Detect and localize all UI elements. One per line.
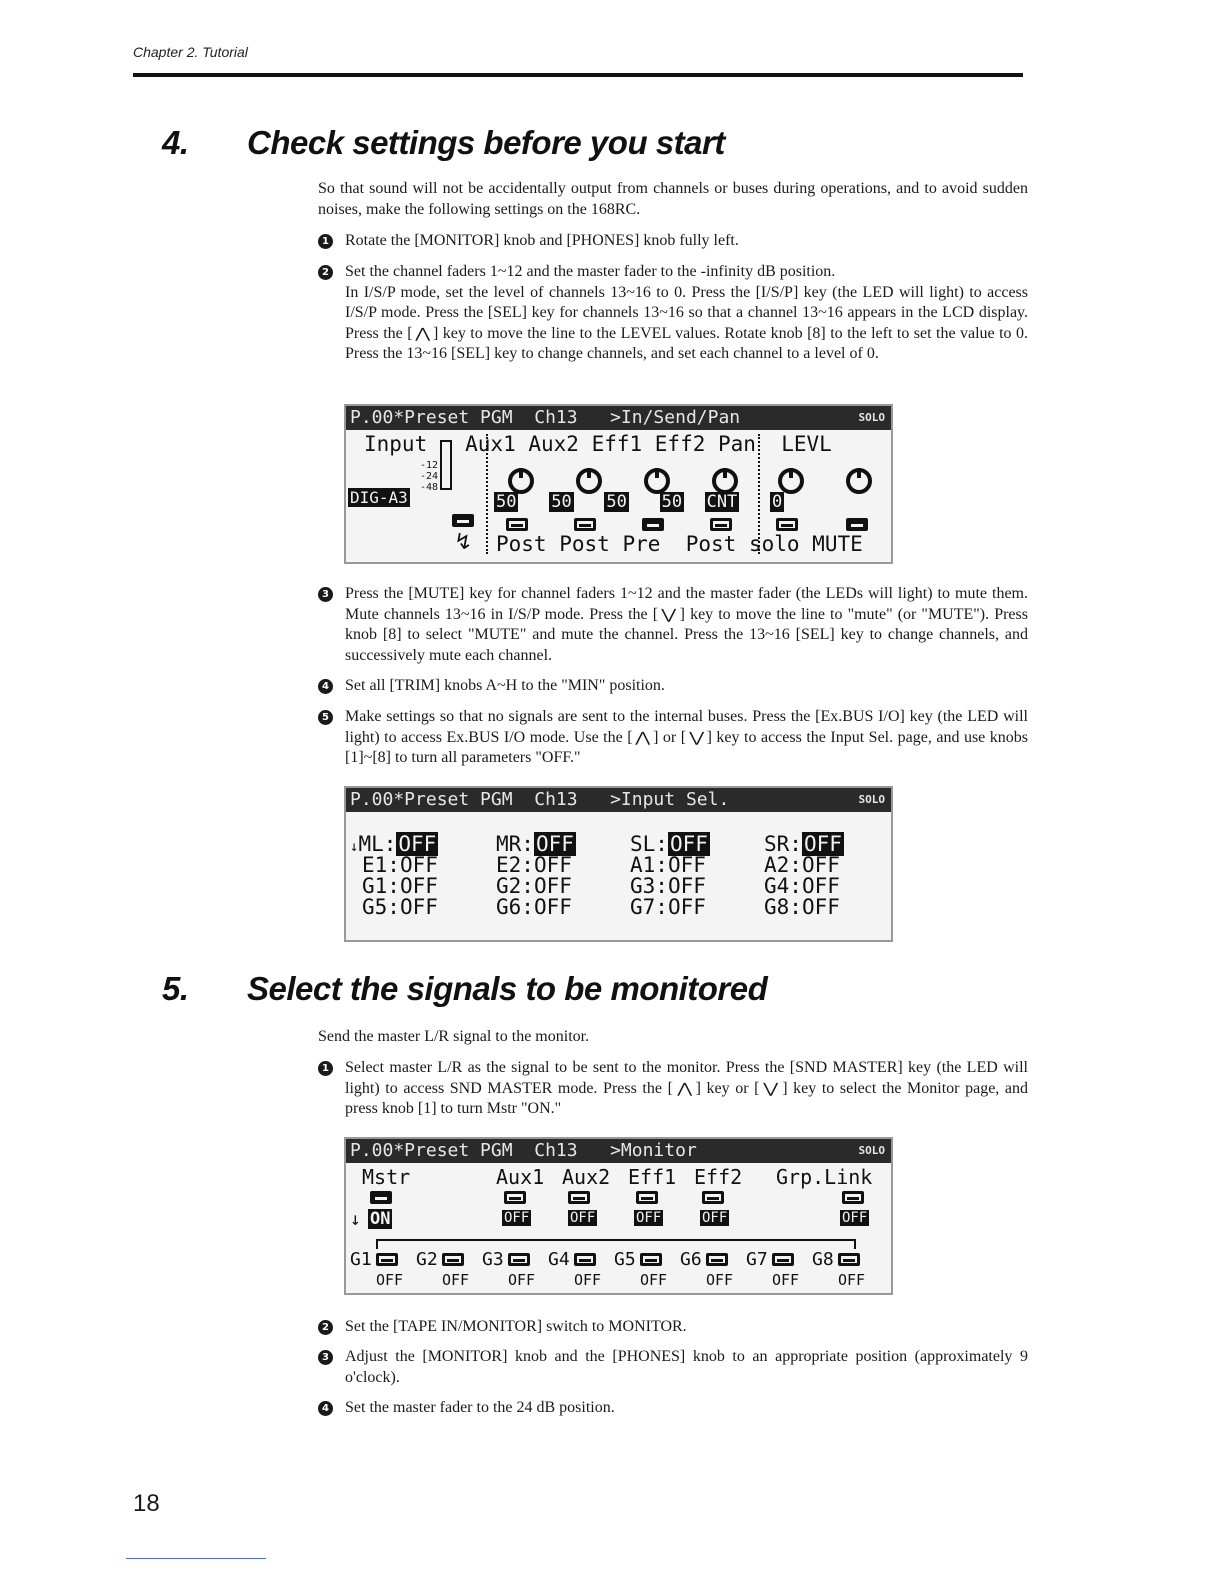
mstr-state: ON <box>370 1209 391 1229</box>
step-number-badge: 2 <box>318 265 333 280</box>
grp-link-state: OFF <box>842 1210 868 1226</box>
eff2-knob-icon <box>712 468 738 494</box>
up-arrow-icon: ⋀ <box>676 1080 692 1097</box>
down-arrow-icon: ⋁ <box>688 729 704 746</box>
group-label: G3 <box>482 1249 504 1270</box>
group-switch-icon <box>772 1253 794 1266</box>
eff1-knob-icon <box>644 468 670 494</box>
step-text: Press the [MUTE] key for channel faders 1~12 and the master fader (the LEDs will light) to mute them. Mute channels 13~16 in I/S/P mode. Press the [ ⋁ ] key to move the line to "mute" (or "MUTE"). Press knob [8] to select "MUTE" and mute the channel. Press the 13~16 [SEL] key to change channels, and successively mute each channel. <box>345 585 1028 664</box>
down-arrow-icon: ⋁ <box>763 1080 779 1097</box>
solo-indicator: SOLO <box>858 793 885 806</box>
step-4-2 <box>318 262 1028 365</box>
step-number-badge: 4 <box>318 1401 333 1416</box>
step-text: Set the [TAPE IN/MONITOR] switch to MONITOR. <box>345 1318 687 1335</box>
monitor-label-aux1: Aux1 <box>496 1165 545 1189</box>
step-text: Make settings so that no signals are sent to the internal buses. Press the [Ex.BUS I/O] key (the LED will light) to access Ex.BUS I/O mode. Use the [ ⋀ ] or [ ⋁ ] key to access the Input Sel. page, and use knobs [1]~[8] to turn all parameters "OFF." <box>345 708 1029 766</box>
level-meter-icon <box>440 440 452 490</box>
step-number-badge: 3 <box>318 587 333 602</box>
group-switch-icon <box>574 1253 596 1266</box>
section-4-number: 4. <box>162 124 189 161</box>
pan-switch-icon <box>776 518 798 531</box>
step-text: Set the master fader to the 24 dB position. <box>345 1399 615 1416</box>
step-number-badge: 1 <box>318 1061 333 1076</box>
step-number-badge: 2 <box>318 1320 333 1335</box>
step-5-2 <box>318 1317 1028 1338</box>
lcd-title-bar: P.00*Preset PGM Ch13 >In/Send/Pan SOLO <box>346 406 891 430</box>
group-label: G4 <box>548 1249 570 1270</box>
group-switch-icon <box>640 1253 662 1266</box>
input-sel-cell: MR:OFF <box>496 832 574 856</box>
eff1-switch-icon <box>636 1191 658 1204</box>
step-5-3 <box>318 1347 1028 1388</box>
eff1-state: OFF <box>636 1210 662 1226</box>
eff2-state: OFF <box>702 1210 728 1226</box>
group-state: OFF <box>772 1271 800 1289</box>
monitor-label-aux2: Aux2 <box>562 1165 611 1189</box>
aux1-knob-icon <box>508 468 534 494</box>
section-5-intro: Send the master L/R signal to the monitor. <box>318 1028 590 1045</box>
monitor-label-grp-link: Grp.Link <box>776 1165 873 1189</box>
step-number-badge: 1 <box>318 234 333 249</box>
aux2-knob-icon <box>576 468 602 494</box>
solo-indicator: SOLO <box>858 411 885 424</box>
input-sel-cell: G4:OFF <box>764 874 840 898</box>
input-sel-cell: A1:OFF <box>630 853 706 877</box>
cursor-arrow-icon: ↓ <box>350 839 359 855</box>
grp-link-switch-icon <box>842 1191 864 1204</box>
lcd-monitor <box>344 1137 893 1295</box>
group-switch-icon <box>706 1253 728 1266</box>
group-state: OFF <box>838 1271 866 1289</box>
aux2-switch-icon <box>574 518 596 531</box>
input-sel-cell: ↓ML:OFF <box>350 832 437 856</box>
group-switch-icon <box>838 1253 860 1266</box>
group-label: G2 <box>416 1249 438 1270</box>
group-state: OFF <box>706 1271 734 1289</box>
level-switch-icon <box>846 518 868 531</box>
input-select-value: DIG-A3 <box>350 488 408 507</box>
group-label: G5 <box>614 1249 636 1270</box>
input-sel-cell: SR:OFF <box>764 832 842 856</box>
step-number-badge: 5 <box>318 710 333 725</box>
mstr-switch-icon <box>370 1191 392 1204</box>
step-text: Adjust the [MONITOR] knob and the [PHONES] knob to an appropriate position (approximately 9 o'clock). <box>345 1348 1028 1386</box>
footer-link-line <box>126 1558 266 1559</box>
lcd-title-bar: P.00*Preset PGM Ch13 >Input Sel. SOLO <box>346 788 891 812</box>
eff2-switch-icon <box>710 518 732 531</box>
step-line: In I/S/P mode, set the level of channels 13~16 to 0. Press the [I/S/P] key (the LED will light) to access I/S/P mode. Press the [SEL] key for channels 13~16 so that a channel 13~16 appears in the LCD display. Press the [ ⋀ ] key to move the line to the LEVEL values. Rotate knob [8] to the left to set the value to 0. Press the 13~16 [SEL] key to change channels, and set each channel to a level of 0. <box>345 283 1029 362</box>
group-label: G8 <box>812 1249 834 1270</box>
input-sel-cell: G3:OFF <box>630 874 706 898</box>
aux1-switch-icon <box>504 1191 526 1204</box>
step-number-badge: 3 <box>318 1350 333 1365</box>
group-label: G7 <box>746 1249 768 1270</box>
lcd-value-row: 50 50 50 50 CNT 0 <box>496 492 783 512</box>
step-4-5 <box>318 707 1028 769</box>
input-sel-cell: E2:OFF <box>496 853 572 877</box>
group-state: OFF <box>442 1271 470 1289</box>
group-switch-icon <box>376 1253 398 1266</box>
aux2-switch-icon <box>568 1191 590 1204</box>
monitor-label-eff1: Eff1 <box>628 1165 677 1189</box>
up-arrow-icon: ⋀ <box>415 325 431 342</box>
step-text <box>345 262 1028 365</box>
input-sel-cell: E1:OFF <box>362 853 438 877</box>
input-sel-cell: G1:OFF <box>362 874 438 898</box>
chapter-header: Chapter 2. Tutorial <box>133 44 248 60</box>
step-4-4 <box>318 676 1028 697</box>
section-4-title: Check settings before you start <box>247 124 725 161</box>
meter-scale: -12 -24 -48 <box>419 460 438 493</box>
group-state: OFF <box>574 1271 602 1289</box>
input-sel-cell: A2:OFF <box>764 853 840 877</box>
monitor-label-mstr: Mstr <box>362 1165 411 1189</box>
input-switch-icon <box>452 514 474 527</box>
group-switch-icon <box>442 1253 464 1266</box>
lcd-input-sel <box>344 786 893 942</box>
section-5-number: 5. <box>162 970 189 1007</box>
section-5-title: Select the signals to be monitored <box>247 970 768 1007</box>
eff1-switch-icon <box>642 518 664 531</box>
pan-knob-icon <box>778 468 804 494</box>
group-state: OFF <box>640 1271 668 1289</box>
aux1-switch-icon <box>506 518 528 531</box>
up-arrow-icon: ⋀ <box>635 729 651 746</box>
header-rule <box>133 73 1023 77</box>
lcd-column-labels: Input Aux1 Aux2 Eff1 Eff2 Pan LEVL <box>364 432 832 456</box>
lcd-in-send-pan <box>344 404 893 564</box>
page-number: 18 <box>133 1490 160 1517</box>
step-5-1 <box>318 1058 1028 1120</box>
group-switch-icon <box>508 1253 530 1266</box>
cursor-arrow-icon: ↓ <box>350 1209 361 1230</box>
step-4-3 <box>318 584 1028 666</box>
step-text: Rotate the [MONITOR] knob and [PHONES] knob fully left. <box>345 232 739 249</box>
step-5-4 <box>318 1398 1028 1419</box>
aux2-state: OFF <box>570 1210 596 1226</box>
level-knob-icon <box>846 468 872 494</box>
group-label: G6 <box>680 1249 702 1270</box>
step-text: Set all [TRIM] knobs A~H to the "MIN" position. <box>345 677 665 694</box>
input-sel-cell: G8:OFF <box>764 895 840 919</box>
group-state: OFF <box>508 1271 536 1289</box>
monitor-label-eff2: Eff2 <box>694 1165 743 1189</box>
group-link-bracket <box>376 1239 856 1249</box>
input-sel-cell: SL:OFF <box>630 832 708 856</box>
down-arrow-icon: ⋁ <box>661 606 677 623</box>
input-sel-cell: G6:OFF <box>496 895 572 919</box>
lcd-send-mode-row: Post Post Pre Post solo MUTE <box>496 532 863 556</box>
input-sel-cell: G5:OFF <box>362 895 438 919</box>
step-line: Set the channel faders 1~12 and the master fader to the -infinity dB position. <box>345 263 836 280</box>
step-number-badge: 4 <box>318 679 333 694</box>
section-4-intro: So that sound will not be accidentally output from channels or buses during operations, and to avoid sudden noises, make the following settings on the 168RC. <box>318 180 1028 218</box>
input-sel-cell: G2:OFF <box>496 874 572 898</box>
lcd-title-bar: P.00*Preset PGM Ch13 >Monitor SOLO <box>346 1139 891 1163</box>
group-state: OFF <box>376 1271 404 1289</box>
step-4-1 <box>318 231 1028 252</box>
routing-arrow-icon: ↯ <box>454 530 473 555</box>
group-label: G1 <box>350 1249 372 1270</box>
step-text: Select master L/R as the signal to be sent to the monitor. Press the [SND MASTER] key (the LED will light) to access SND MASTER mode. Press the [ ⋀ ] key or [ ⋁ ] key to select the Monitor page, and press knob [1] to turn Mstr "ON." <box>345 1059 1029 1117</box>
eff2-switch-icon <box>702 1191 724 1204</box>
group-row <box>346 1249 891 1293</box>
aux1-state: OFF <box>504 1210 530 1226</box>
solo-indicator: SOLO <box>858 1144 885 1157</box>
input-sel-cell: G7:OFF <box>630 895 706 919</box>
